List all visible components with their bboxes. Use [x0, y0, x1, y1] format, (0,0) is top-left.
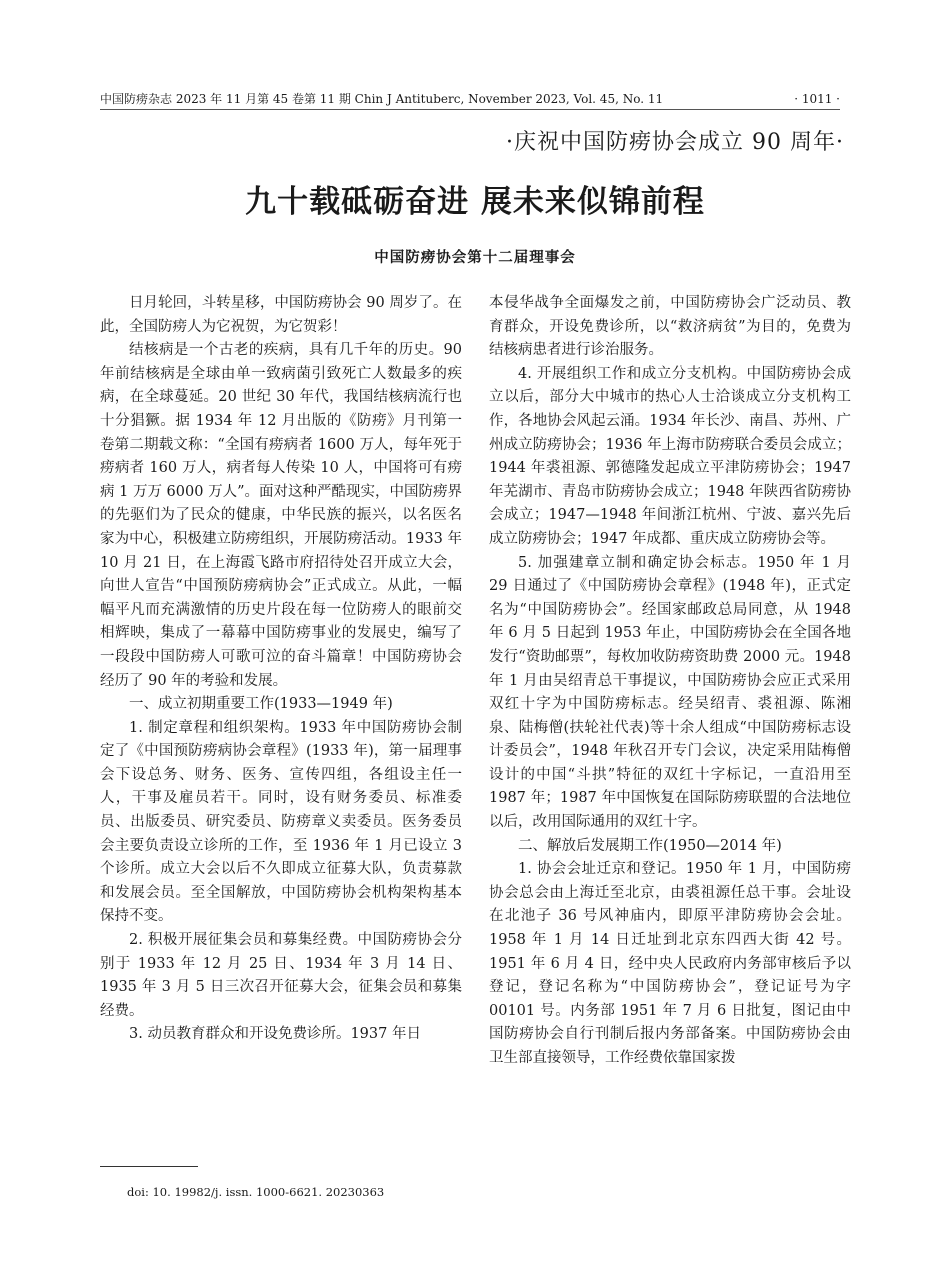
paragraph: 5. 加强建章立制和确定协会标志。1950 年 1 月 29 日通过了《中国防痨协会章程》(1948 年)，正式定名为“中国防痨协会”。经国家邮政总局同意，从 1948 年 6 月 5 日起到 1953 年止，中国防痨协会在全国各地发行“资助邮票”，每枚加收防痨资助费 2000 元。1948 年 1 月由吴绍青总干事提议，中国防痨协会应正式采用双红十字为中国防痨标志。经吴绍青、裘祖源、陈湘泉、陆梅僧(扶轮社代表)等十余人组成“中国防痨标志设计委员会”，1948 年秋召开专门会议，决定采用陆梅僧设计的中国“斗拱”特征的双红十字标记，一直沿用至 1987 年；1987 年中国恢复在国际防痨联盟的合法地位以后，改用国际通用的双红十字。	[489, 554, 851, 831]
right-column	[489, 292, 851, 1071]
section-heading: 一、成立初期重要工作(1933—1949 年)	[129, 696, 393, 713]
section-tag: ·庆祝中国防痨协会成立 90 周年·	[506, 130, 844, 155]
paragraph: 日月轮回，斗转星移，中国防痨协会 90 周岁了。在此，全国防痨人为它祝贺，为它贺彩！	[100, 295, 462, 335]
paragraph: 4. 开展组织工作和成立分支机构。中国防痨协会成立以后，部分大中城市的热心人士洽谈成立分支机构工作，各地协会风起云涌。1934 年长沙、南昌、苏州、广州成立防痨协会；1936 年上海市防痨联合委员会成立；1944 年裘祖源、郭德隆发起成立平津防痨协会；1947 年芜湖市、青岛市防痨协会成立；1948 年陕西省防痨协会成立；1947—1948 年间浙江杭州、宁波、嘉兴先后成立防痨协会；1947 年成都、重庆成立防痨协会等。	[489, 365, 851, 547]
paragraph-continued: 本侵华战争全面爆发之前，中国防痨协会广泛动员、教育群众，开设免费诊所，以“救济病贫”为目的，免费为结核病患者进行诊治服务。	[489, 295, 851, 359]
doi-footnote: doi: 10. 19982/j. issn. 1000-6621. 20230363	[127, 1185, 385, 1199]
page-number: · 1011 ·	[794, 92, 840, 106]
running-header	[100, 90, 840, 110]
paragraph: 2. 积极开展征集会员和募集经费。中国防痨协会分别于 1933 年 12 月 25 日、1934 年 3 月 14 日、1935 年 3 月 5 日三次召开征募大会，征集会员和募集经费。	[100, 932, 462, 1019]
section-heading: 二、解放后发展期工作(1950—2014 年)	[518, 837, 782, 854]
article-author: 中国防痨协会第十二届理事会	[374, 249, 576, 266]
left-column	[100, 292, 462, 1047]
journal-citation: 中国防痨杂志 2023 年 11 月第 45 卷第 11 期 Chin J Antituberc, November 2023, Vol. 45, No. 11	[100, 92, 664, 106]
paragraph: 1. 协会会址迁京和登记。1950 年 1 月，中国防痨协会总会由上海迁至北京，由裘祖源任总干事。会址设在北池子 36 号风神庙内，即原平津防痨协会会址。1958 年 1 月 14 日迁址到北京东四西大街 42 号。1951 年 6 月 4 日，经中央人民政府内务部审核后予以登记，登记名称为“中国防痨协会”，登记证号为字 00101 号。内务部 1951 年 7 月 6 日批复，图记由中国防痨协会自行刊制后报内务部备案。中国防痨协会由卫生部直接领导，工作经费依靠国家拨	[489, 861, 851, 1066]
footnote-divider	[100, 1166, 198, 1167]
paragraph: 结核病是一个古老的疾病，具有几千年的历史。90 年前结核病是全球由单一致病菌引致死亡人数最多的疾病，在全球蔓延。20 世纪 30 年代，我国结核病流行也十分猖獗。据 1934 年 12 月出版的《防痨》月刊第一卷第二期载文称：“全国有痨病者 1600 万人，每年死于痨病者 160 万人，病者每人传染 10 人，中国将可有痨病 1 万万 6000 万人”。面对这种严酷现实，中国防痨界的先驱们为了民众的健康，中华民族的振兴，以名医名家为中心，积极建立防痨组织，开展防痨活动。1933 年 10 月 21 日，在上海霞飞路市府招待处召开成立大会，向世人宣告“中国预防痨病协会”正式成立。从此，一幅幅平凡而充满激情的历史片段在每一位防痨人的眼前交相辉映，集成了一幕幕中国防痨事业的发展史，编写了一段段中国防痨人可歌可泣的奋斗篇章！中国防痨协会经历了 90 年的考验和发展。	[100, 342, 462, 689]
article-title: 九十载砥砺奋进 展未来似锦前程	[245, 184, 705, 220]
paragraph: 1. 制定章程和组织架构。1933 年中国防痨协会制定了《中国预防痨病协会章程》(1933 年)，第一届理事会下设总务、财务、医务、宣传四组，各组设主任一人，干事及雇员若干。同时，设有财务委员、标准委员、出版委员、研究委员、防痨章义卖委员。医务委员会主要负责设立诊所的工作，至 1936 年 1 月已设立 3 个诊所。成立大会以后不久即成立征募大队，负责募款和发展会员。至全国解放，中国防痨协会机构架构基本保持不变。	[100, 719, 462, 925]
paragraph: 3. 动员教育群众和开设免费诊所。1937 年日	[129, 1026, 421, 1043]
